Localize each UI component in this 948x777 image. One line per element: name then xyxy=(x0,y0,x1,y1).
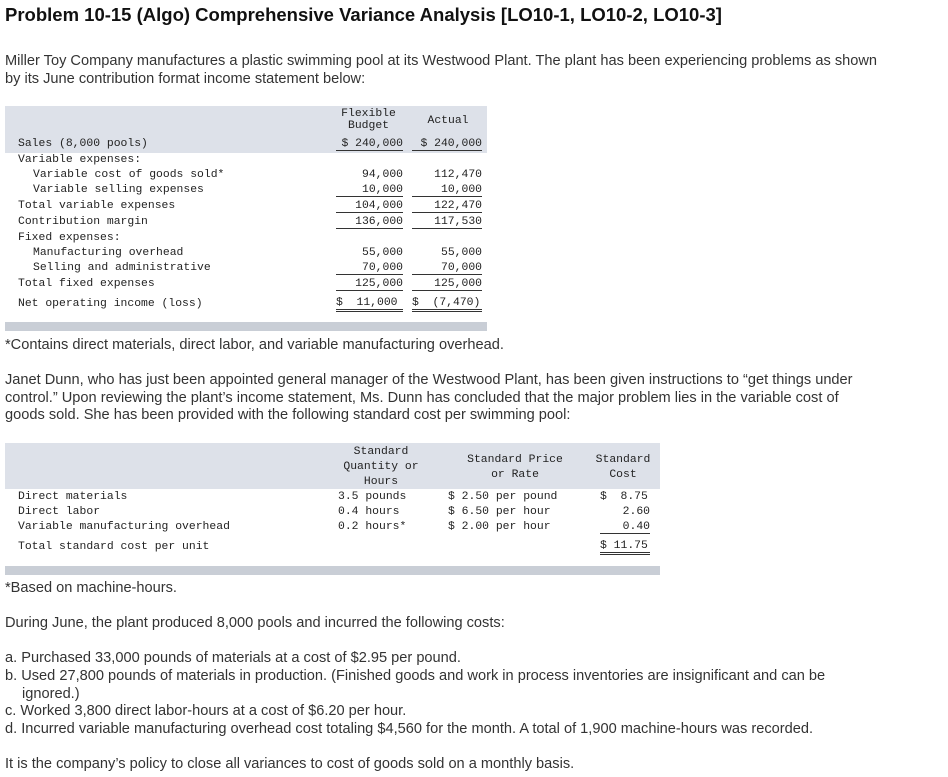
cell-flex: 94,000 xyxy=(361,169,403,181)
cell-actual: 10,000 xyxy=(412,184,482,197)
cell-actual: $ 240,000 xyxy=(412,138,482,151)
row-label: Total variable expenses xyxy=(18,200,176,212)
cell-cost: $ 8.75 xyxy=(600,491,648,503)
standard-cost-table xyxy=(5,443,660,576)
row-label: Variable selling expenses xyxy=(33,184,204,196)
row-label: Contribution margin xyxy=(18,216,148,228)
cell-price: $ 6.50 per hour xyxy=(448,506,551,518)
page-title: Problem 10-15 (Algo) Comprehensive Variance Analysis [LO10-1, LO10-2, LO10-3] xyxy=(5,4,722,25)
footnote-machine-hours: *Based on machine-hours. xyxy=(5,580,177,596)
cell-flex: $ 11,000 xyxy=(336,297,403,312)
cell-flex: 136,000 xyxy=(336,216,403,229)
cell-flex: 55,000 xyxy=(361,247,403,259)
row-label: Direct labor xyxy=(18,506,101,518)
cell-actual: 55,000 xyxy=(440,247,482,259)
row-label: Variable cost of goods sold* xyxy=(33,169,225,181)
list-item: a. Purchased 33,000 pounds of materials at a cost of $2.95 per pound. xyxy=(5,650,461,666)
footnote-cost-of-goods: *Contains direct materials, direct labor, and variable manufacturing overhead. xyxy=(5,337,504,353)
intro-line-2: by its June contribution format income statement below: xyxy=(5,70,366,87)
income-statement-table xyxy=(5,106,487,332)
row-label: Total fixed expenses xyxy=(18,278,155,290)
cell-quantity: 0.4 hours xyxy=(338,506,400,518)
row-label: Manufacturing overhead xyxy=(33,247,184,259)
cell-flex: 70,000 xyxy=(336,262,403,275)
cell-cost: $ 11.75 xyxy=(600,540,650,555)
cell-actual: 125,000 xyxy=(412,278,482,291)
row-label: Total standard cost per unit xyxy=(18,541,210,553)
cell-quantity: 0.2 hours* xyxy=(338,521,407,533)
cell-cost: 0.40 xyxy=(600,521,650,534)
row-label: Sales (8,000 pools) xyxy=(18,138,148,150)
cell-actual: 122,470 xyxy=(412,200,482,213)
table-footer-bar xyxy=(5,322,487,331)
intro-line-1: Miller Toy Company manufactures a plastic swimming pool at its Westwood Plant. The plant has been experiencing problems as shown xyxy=(5,53,878,69)
cell-flex: 10,000 xyxy=(336,184,403,197)
row-label: Fixed expenses: xyxy=(18,232,121,244)
cell-price: $ 2.50 per pound xyxy=(448,491,558,503)
col-header-price: Standard Price or Rate xyxy=(467,454,563,481)
cell-cost: 2.60 xyxy=(622,506,650,518)
cell-quantity: 3.5 pounds xyxy=(338,491,407,503)
col-header-actual: Actual xyxy=(427,115,469,127)
manager-paragraph: Janet Dunn, who has just been appointed general manager of the Westwood Plant, has been given instructions to “get things under control.” Upon reviewing the plant’s income statement, Ms. Dunn has concluded that the major problem lies in the variable cost of goods sold. She has been provided with the following standard cost per swimming pool: xyxy=(5,372,853,423)
row-label: Selling and administrative xyxy=(33,262,211,274)
table-footer-bar xyxy=(5,566,660,575)
june-costs-intro: During June, the plant produced 8,000 pools and incurred the following costs: xyxy=(5,615,505,631)
row-label: Direct materials xyxy=(18,491,128,503)
cell-actual: 117,530 xyxy=(412,216,482,229)
cell-actual: 112,470 xyxy=(434,169,482,181)
cell-actual: 70,000 xyxy=(412,262,482,275)
col-header-cost: Standard Cost xyxy=(595,454,651,481)
cell-flex: 104,000 xyxy=(336,200,403,213)
row-label: Variable manufacturing overhead xyxy=(18,521,230,533)
col-header-flexible: Flexible Budget xyxy=(341,108,396,132)
closing-sentence: It is the company’s policy to close all variances to cost of goods sold on a monthly basis. xyxy=(5,756,575,772)
row-label: Net operating income (loss) xyxy=(18,298,203,310)
cell-actual: $ (7,470) xyxy=(412,297,482,312)
cell-flex: 125,000 xyxy=(336,278,403,291)
col-header-quantity: Standard Quantity or Hours xyxy=(343,446,419,488)
list-item: c. Worked 3,800 direct labor-hours at a cost of $6.20 per hour. xyxy=(5,703,407,719)
list-item: d. Incurred variable manufacturing overhead cost totaling $4,560 for the month. A total of 1,900 machine-hours was recorded. xyxy=(5,721,813,737)
cell-price: $ 2.00 per hour xyxy=(448,521,551,533)
list-item: b. Used 27,800 pounds of materials in production. (Finished goods and work in process inventories are insignificant and can be ignored.) xyxy=(5,668,826,702)
row-label: Variable expenses: xyxy=(18,154,142,166)
intro-paragraph xyxy=(5,53,877,88)
cell-flex: $ 240,000 xyxy=(336,138,403,151)
